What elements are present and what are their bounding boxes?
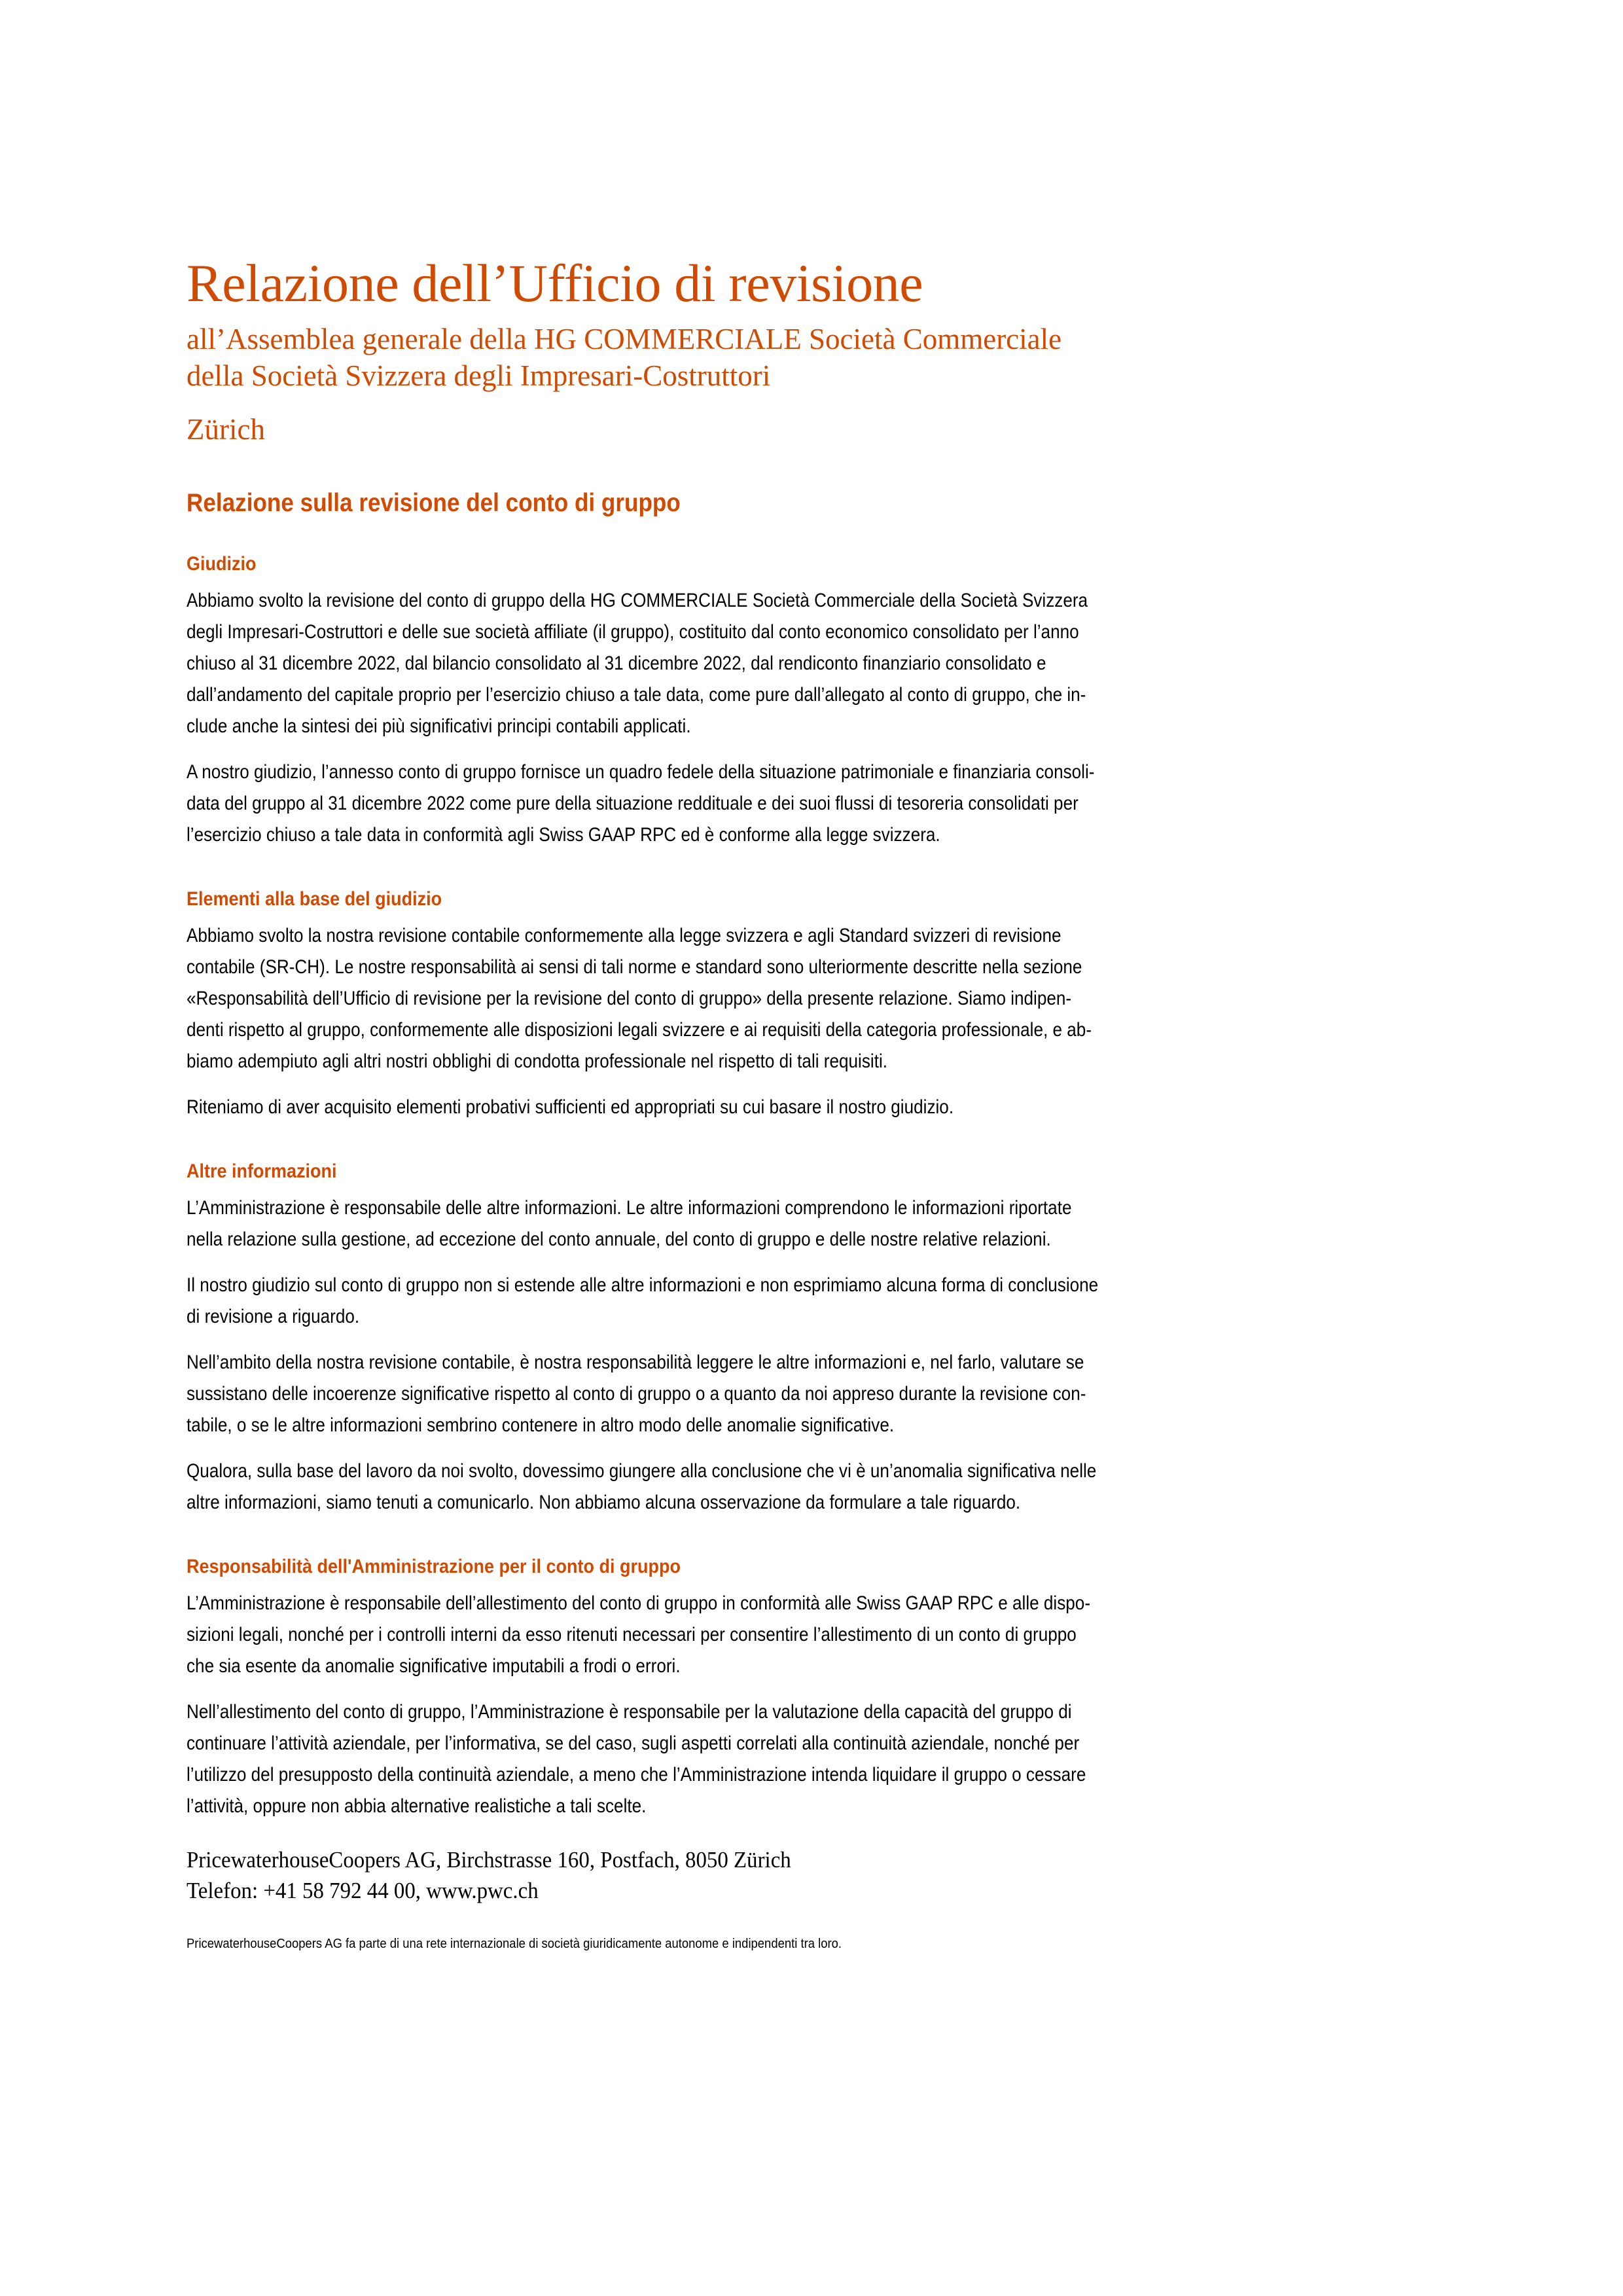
text-line: Abbiamo svolto la revisione del conto di gruppo della HG COMMERCIALE Società Commerciale della Società Svizzera [187,590,1088,611]
sub-heading-responsabilita-amministrazione: Responsabilità dell'Amministrazione per il conto di gruppo [187,1556,681,1577]
text-line: l’attività, oppure non abbia alternative realistiche a tali scelte. [187,1795,647,1817]
text-line: contabile (SR-CH). Le nostre responsabilità ai sensi di tali norme e standard sono ulteriormente descritte nella sezione [187,956,1082,978]
paragraph [187,1456,1420,1518]
section-responsabilita-amministrazione [187,1555,1423,1822]
text-line: L’Amministrazione è responsabile delle altre informazioni. Le altre informazioni comprendono le informazioni riportate [187,1197,1072,1219]
text-line: nella relazione sulla gestione, ad eccezione del conto annuale, del conto di gruppo e delle nostre relative relazioni. [187,1229,1051,1250]
page-content [187,0,1423,1953]
footer-address-line: Telefon: +41 58 792 44 00, www.pwc.ch [187,1878,539,1903]
sub-heading-elementi-base-giudizio: Elementi alla base del giudizio [187,888,442,910]
footer-disclaimer: PricewaterhouseCoopers AG fa parte di una rete internazionale di società giuridicamente autonome e indipendenti tra loro. [187,1936,842,1951]
section-elementi-base-giudizio [187,888,1423,1123]
text-line: continuare l’attività aziendale, per l’informativa, se del caso, sugli aspetti correlati alla continuità aziendale, nonché per [187,1732,1080,1754]
text-line: data del gruppo al 31 dicembre 2022 come pure della situazione reddituale e dei suoi flussi di tesoreria consolidati per [187,793,1079,814]
text-line: Qualora, sulla base del lavoro da noi svolto, dovessimo giungere alla conclusione che vi è un’anomalia significativa nelle [187,1460,1097,1482]
text-line: sizioni legali, nonché per i controlli interni da esso ritenuti necessari per consentire l’allestimento di un conto di gruppo [187,1624,1077,1645]
text-line: denti rispetto al gruppo, conformemente alle disposizioni legali svizzere e ai requisiti della categoria professionale, e ab- [187,1019,1092,1041]
text-line: Abbiamo svolto la nostra revisione contabile conformemente alla legge svizzera e agli Standard svizzeri di revisione [187,925,1061,946]
paragraph [187,757,1420,851]
sub-heading-altre-informazioni: Altre informazioni [187,1160,337,1182]
footer-address-line: PricewaterhouseCoopers AG, Birchstrasse 160, Postfach, 8050 Zürich [187,1847,791,1873]
subtitle-line: all’Assemblea generale della HG COMMERCIALE Società Commerciale [187,323,1062,355]
text-line: Il nostro giudizio sul conto di gruppo non si estende alle altre informazioni e non esprimiamo alcuna forma di conclusione [187,1274,1099,1296]
paragraph [187,920,1420,1077]
subtitle-line: della Società Svizzera degli Impresari-Costruttori [187,359,771,392]
title-block [187,0,1423,448]
text-line: dall’andamento del capitale proprio per l’esercizio chiuso a tale data, come pure dall’allegato al conto di gruppo, che in- [187,684,1086,706]
paragraph [187,1270,1420,1333]
text-line: Nell’allestimento del conto di gruppo, l’Amministrazione è responsabile per la valutazione della capacità del gruppo di [187,1701,1072,1723]
text-line: Nell’ambito della nostra revisione contabile, è nostra responsabilità leggere le altre informazioni e, nel farlo, valutare se [187,1352,1084,1373]
section-giudizio [187,552,1423,851]
document-city: Zürich [187,413,265,446]
paragraph [187,1588,1420,1682]
page-title: Relazione dell’Ufficio di revisione [187,253,923,313]
text-line: tabile, o se le altre informazioni sembrino contenere in altro modo delle anomalie significative. [187,1414,895,1436]
text-line: A nostro giudizio, l’annesso conto di gruppo fornisce un quadro fedele della situazione patrimoniale e finanziaria consoli- [187,761,1095,783]
footer-address [187,1844,1349,1906]
paragraph [187,1696,1420,1822]
text-line: l’esercizio chiuso a tale data in conformità agli Swiss GAAP RPC ed è conforme alla legge svizzera. [187,824,940,846]
text-line: chiuso al 31 dicembre 2022, dal bilancio consolidato al 31 dicembre 2022, dal rendiconto finanziario consolidato e [187,653,1046,674]
text-line: di revisione a riguardo. [187,1306,360,1327]
paragraph [187,1347,1420,1441]
section-altre-informazioni [187,1160,1423,1518]
document-subtitle [187,321,1423,394]
text-line: altre informazioni, siamo tenuti a comunicarlo. Non abbiamo alcuna osservazione da formulare a tale riguardo. [187,1492,1021,1513]
text-line: sussistano delle incoerenze significative rispetto al conto di gruppo o a quanto da noi appreso durante la revisione con- [187,1383,1086,1405]
paragraph [187,585,1420,742]
text-line: L’Amministrazione è responsabile dell’allestimento del conto di gruppo in conformità alle Swiss GAAP RPC e alle dispo- [187,1592,1091,1614]
text-line: degli Impresari-Costruttori e delle sue società affiliate (il gruppo), costituito dal conto economico consolidato per l’anno [187,621,1079,643]
text-line: Riteniamo di aver acquisito elementi probativi sufficienti ed appropriati su cui basare il nostro giudizio. [187,1096,954,1118]
text-line: «Responsabilità dell’Ufficio di revisione per la revisione del conto di gruppo» della presente relazione. Siamo indipen- [187,988,1072,1009]
sub-heading-giudizio: Giudizio [187,553,257,575]
paragraph [187,1193,1420,1255]
text-line: biamo adempiuto agli altri nostri obblighi di condotta professionale nel rispetto di tali requisiti. [187,1050,888,1072]
section-heading-report: Relazione sulla revisione del conto di gruppo [187,489,681,517]
text-line: l’utilizzo del presupposto della continuità aziendale, a meno che l’Amministrazione intenda liquidare il gruppo o cessare [187,1764,1086,1785]
text-line: clude anche la sintesi dei più significativi principi contabili applicati. [187,715,691,737]
paragraph [187,1092,1420,1123]
text-line: che sia esente da anomalie significative imputabili a frodi o errori. [187,1655,681,1677]
